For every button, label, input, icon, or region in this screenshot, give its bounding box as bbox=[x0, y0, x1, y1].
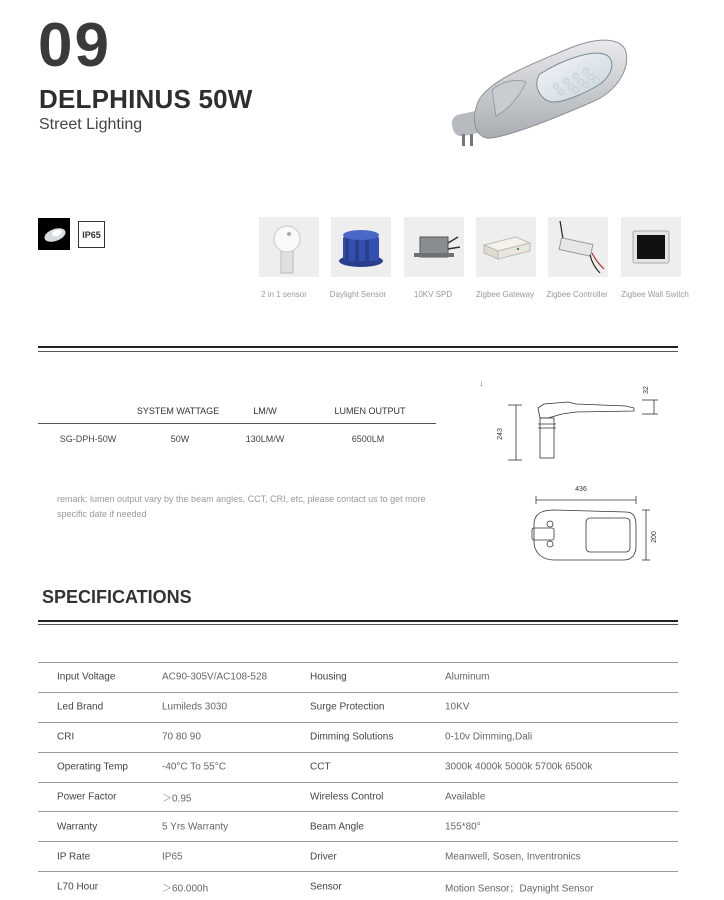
spec-value: 70 80 90 bbox=[162, 731, 201, 743]
spec-label: Operating Temp bbox=[57, 761, 128, 773]
accessory-controller-icon bbox=[548, 217, 608, 277]
table-row bbox=[38, 753, 678, 783]
table-row bbox=[38, 663, 678, 693]
product-title: DELPHINUS 50W bbox=[39, 84, 253, 114]
model-wattage: 50W bbox=[170, 434, 190, 444]
specifications-table bbox=[38, 662, 678, 900]
table-row bbox=[38, 723, 678, 753]
spec-value: AC90-305V/AC108-528 bbox=[162, 671, 268, 683]
model-table-divider bbox=[38, 423, 436, 424]
top-view-dimension-drawing bbox=[520, 480, 666, 566]
spec-label: Surge Protection bbox=[310, 701, 385, 713]
specifications-heading: SPECIFICATIONS bbox=[42, 587, 192, 607]
accessory-label: 2 in 1 sensor bbox=[261, 290, 307, 299]
svg-text:˩: ˩ bbox=[480, 382, 483, 388]
spec-value: 5 Yrs Warranty bbox=[162, 821, 229, 833]
spec-value: 0-10v Dimming,Dali bbox=[445, 731, 533, 743]
accessory-label: Zigbee Gateway bbox=[475, 290, 535, 299]
accessory-label: Zigbee Controller bbox=[546, 290, 608, 299]
accessory-spd-icon bbox=[404, 217, 464, 277]
remark-text: remark: lumen output vary by the beam angles, CCT, CRI, etc, please contact us to get more specific date if needed bbox=[57, 494, 426, 519]
accessory-label: Zigbee Wall Switch bbox=[621, 290, 689, 299]
spec-value: 155*80° bbox=[445, 821, 481, 833]
accessory-label: Daylight Sensor bbox=[329, 290, 387, 299]
table-row bbox=[38, 693, 678, 723]
spec-value: Meanwell, Sosen, Inventronics bbox=[445, 851, 581, 863]
spec-label: CCT bbox=[310, 761, 331, 773]
ip-rating-badge: IP65 bbox=[78, 221, 105, 248]
spec-label: L70 Hour bbox=[57, 881, 99, 893]
dimension-width-label: 200 bbox=[651, 531, 658, 543]
section-divider bbox=[38, 624, 678, 625]
spec-label: Beam Angle bbox=[310, 821, 364, 833]
model-code: SG-DPH-50W bbox=[59, 434, 117, 444]
table-row bbox=[38, 783, 678, 813]
accessory-label: 10KV SPD bbox=[413, 290, 453, 299]
spec-label: Power Factor bbox=[57, 791, 117, 803]
spec-value: IP65 bbox=[162, 851, 183, 863]
spec-label: Warranty bbox=[57, 821, 98, 833]
side-view-dimension-drawing bbox=[476, 378, 672, 468]
table-row bbox=[38, 812, 678, 842]
model-table-header: LM/W bbox=[253, 406, 277, 416]
catalog-number: 09 bbox=[38, 11, 111, 80]
spec-label: Wireless Control bbox=[310, 791, 384, 803]
spec-label: Housing bbox=[310, 671, 347, 683]
spec-label: Dimming Solutions bbox=[310, 731, 394, 743]
spec-value: ＞60.000h bbox=[162, 883, 209, 895]
accessory-wall-switch-icon bbox=[621, 217, 681, 277]
dimension-height-label: 243 bbox=[497, 428, 504, 440]
spec-value: 10KV bbox=[445, 701, 470, 713]
spec-value: Available bbox=[445, 791, 486, 803]
spec-value: 3000k 4000k 5000k 5700k 6500k bbox=[445, 761, 593, 773]
section-divider bbox=[38, 620, 678, 622]
dimension-thickness-label: 32 bbox=[643, 386, 650, 394]
spec-value: ＞0.95 bbox=[162, 793, 192, 805]
accessory-gateway-icon bbox=[476, 217, 536, 277]
spec-label: Driver bbox=[310, 851, 337, 863]
street-light-product-image bbox=[440, 30, 630, 155]
model-table-header: SYSTEM WATTAGE bbox=[136, 406, 220, 416]
model-efficacy: 130LM/W bbox=[245, 434, 285, 444]
table-row bbox=[38, 842, 678, 872]
spec-value: -40°C To 55°C bbox=[162, 761, 226, 773]
spec-label: Led Brand bbox=[57, 701, 104, 713]
product-thumbnail-icon bbox=[38, 218, 70, 250]
spec-value: Lumileds 3030 bbox=[162, 701, 228, 713]
spec-value: Aluminum bbox=[445, 671, 490, 683]
accessory-sensor-icon bbox=[259, 217, 319, 277]
model-lumen: 6500LM bbox=[351, 434, 385, 444]
spec-label: IP Rate bbox=[57, 851, 91, 863]
spec-value: Motion Sensor；Daynight Sensor bbox=[445, 883, 594, 895]
section-divider bbox=[38, 351, 678, 352]
model-table-header: LUMEN OUTPUT bbox=[334, 406, 406, 416]
spec-label: Input Voltage bbox=[57, 671, 116, 683]
spec-label: Sensor bbox=[310, 881, 342, 893]
product-category: Street Lighting bbox=[39, 116, 143, 133]
accessory-photocell-icon bbox=[331, 217, 391, 277]
table-row bbox=[38, 872, 678, 900]
section-divider bbox=[38, 346, 678, 348]
spec-label: CRI bbox=[57, 731, 75, 743]
dimension-length-label: 436 bbox=[575, 486, 587, 493]
